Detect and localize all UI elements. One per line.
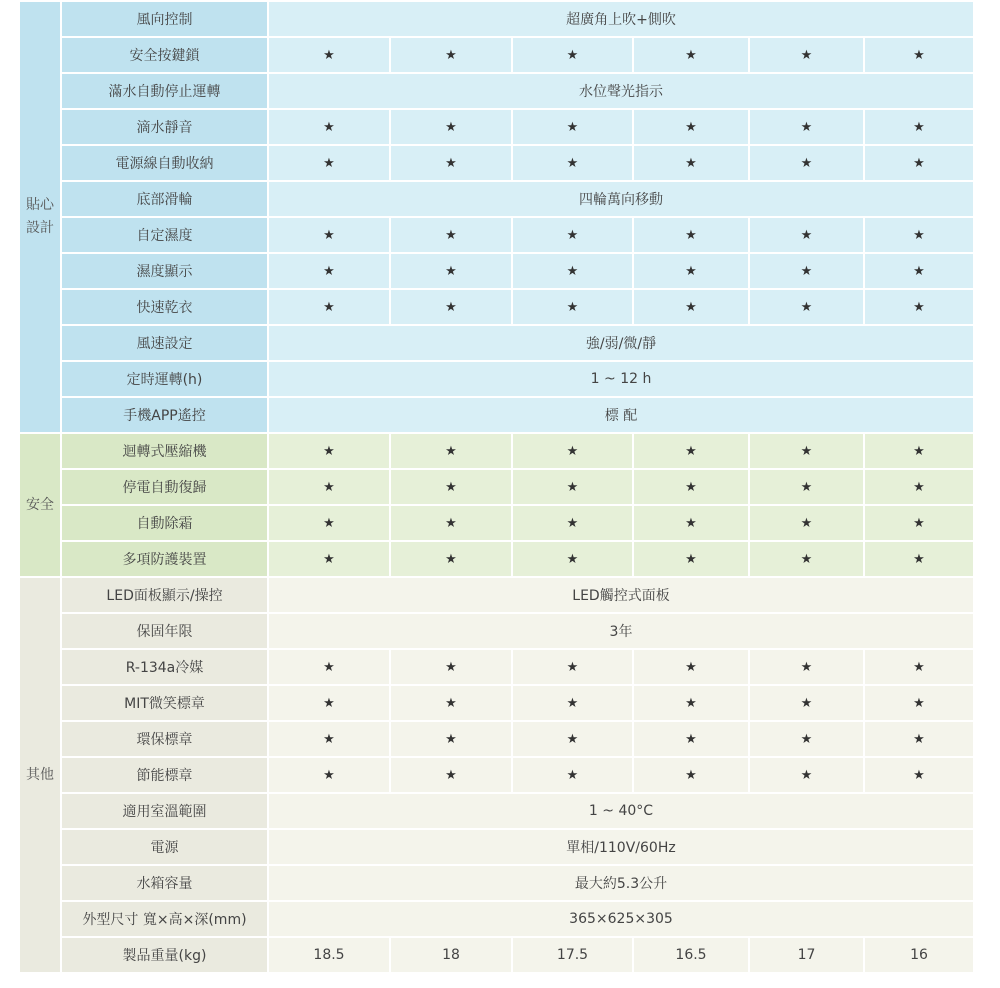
star-icon: ★ xyxy=(864,649,974,685)
star-icon: ★ xyxy=(864,289,974,325)
star-icon: ★ xyxy=(512,757,633,793)
star-icon: ★ xyxy=(749,145,864,181)
feature-label: 外型尺寸 寬×高×深(mm) xyxy=(61,901,268,937)
star-icon: ★ xyxy=(864,37,974,73)
star-icon: ★ xyxy=(864,469,974,505)
feature-label: 迴轉式壓縮機 xyxy=(61,433,268,469)
spec-row xyxy=(19,361,974,397)
spec-row xyxy=(19,541,974,577)
feature-label: 電源線自動收納 xyxy=(61,145,268,181)
star-icon: ★ xyxy=(749,541,864,577)
star-icon: ★ xyxy=(512,541,633,577)
star-icon: ★ xyxy=(749,37,864,73)
feature-label: 多項防護裝置 xyxy=(61,541,268,577)
spec-row xyxy=(19,829,974,865)
star-icon: ★ xyxy=(633,757,749,793)
spec-row xyxy=(19,865,974,901)
spec-row xyxy=(19,181,974,217)
spec-row xyxy=(19,217,974,253)
feature-label: 自定濕度 xyxy=(61,217,268,253)
feature-label: 保固年限 xyxy=(61,613,268,649)
spec-value: 17 xyxy=(749,937,864,973)
star-icon: ★ xyxy=(268,721,390,757)
star-icon: ★ xyxy=(390,721,512,757)
star-icon: ★ xyxy=(390,433,512,469)
star-icon: ★ xyxy=(268,757,390,793)
star-icon: ★ xyxy=(864,217,974,253)
star-icon: ★ xyxy=(864,433,974,469)
spec-row xyxy=(19,253,974,289)
star-icon: ★ xyxy=(633,289,749,325)
star-icon: ★ xyxy=(512,505,633,541)
spec-table xyxy=(18,0,975,974)
star-icon: ★ xyxy=(864,505,974,541)
spec-row xyxy=(19,793,974,829)
spec-row xyxy=(19,289,974,325)
star-icon: ★ xyxy=(268,217,390,253)
spec-value: 18.5 xyxy=(268,937,390,973)
star-icon: ★ xyxy=(633,505,749,541)
star-icon: ★ xyxy=(749,721,864,757)
star-icon: ★ xyxy=(390,505,512,541)
feature-label: LED面板顯示/操控 xyxy=(61,577,268,613)
spec-row xyxy=(19,145,974,181)
spec-value: 1 ~ 12 h xyxy=(268,361,974,397)
star-icon: ★ xyxy=(749,757,864,793)
feature-label: 風速設定 xyxy=(61,325,268,361)
star-icon: ★ xyxy=(512,685,633,721)
star-icon: ★ xyxy=(864,253,974,289)
star-icon: ★ xyxy=(749,685,864,721)
spec-row xyxy=(19,325,974,361)
feature-label: 定時運轉(h) xyxy=(61,361,268,397)
star-icon: ★ xyxy=(390,649,512,685)
feature-label: 自動除霜 xyxy=(61,505,268,541)
star-icon: ★ xyxy=(749,469,864,505)
feature-label: 製品重量(kg) xyxy=(61,937,268,973)
star-icon: ★ xyxy=(749,253,864,289)
feature-label: 停電自動復歸 xyxy=(61,469,268,505)
star-icon: ★ xyxy=(864,721,974,757)
spec-value: 3年 xyxy=(268,613,974,649)
star-icon: ★ xyxy=(633,469,749,505)
star-icon: ★ xyxy=(390,217,512,253)
star-icon: ★ xyxy=(633,541,749,577)
spec-value: 四輪萬向移動 xyxy=(268,181,974,217)
star-icon: ★ xyxy=(390,289,512,325)
star-icon: ★ xyxy=(864,109,974,145)
star-icon: ★ xyxy=(864,685,974,721)
star-icon: ★ xyxy=(633,721,749,757)
feature-label: R-134a冷媒 xyxy=(61,649,268,685)
star-icon: ★ xyxy=(512,469,633,505)
feature-label: 底部滑輪 xyxy=(61,181,268,217)
spec-value: 17.5 xyxy=(512,937,633,973)
spec-value: 1 ~ 40°C xyxy=(268,793,974,829)
star-icon: ★ xyxy=(512,217,633,253)
star-icon: ★ xyxy=(749,109,864,145)
feature-label: 節能標章 xyxy=(61,757,268,793)
star-icon: ★ xyxy=(268,433,390,469)
star-icon: ★ xyxy=(390,37,512,73)
star-icon: ★ xyxy=(864,145,974,181)
star-icon: ★ xyxy=(749,505,864,541)
star-icon: ★ xyxy=(749,433,864,469)
feature-label: MIT微笑標章 xyxy=(61,685,268,721)
star-icon: ★ xyxy=(268,289,390,325)
star-icon: ★ xyxy=(268,145,390,181)
spec-row xyxy=(19,721,974,757)
star-icon: ★ xyxy=(633,109,749,145)
star-icon: ★ xyxy=(390,145,512,181)
star-icon: ★ xyxy=(390,685,512,721)
spec-value: 18 xyxy=(390,937,512,973)
spec-row xyxy=(19,901,974,937)
spec-row xyxy=(19,1,974,37)
star-icon: ★ xyxy=(512,721,633,757)
spec-row xyxy=(19,937,974,973)
feature-label: 電源 xyxy=(61,829,268,865)
star-icon: ★ xyxy=(512,37,633,73)
spec-value: 水位聲光指示 xyxy=(268,73,974,109)
spec-row xyxy=(19,685,974,721)
spec-value: LED觸控式面板 xyxy=(268,577,974,613)
feature-label: 水箱容量 xyxy=(61,865,268,901)
star-icon: ★ xyxy=(512,145,633,181)
spec-row xyxy=(19,649,974,685)
spec-row xyxy=(19,577,974,613)
star-icon: ★ xyxy=(268,469,390,505)
star-icon: ★ xyxy=(512,649,633,685)
spec-row xyxy=(19,505,974,541)
star-icon: ★ xyxy=(390,757,512,793)
star-icon: ★ xyxy=(864,757,974,793)
spec-value: 標 配 xyxy=(268,397,974,433)
feature-label: 風向控制 xyxy=(61,1,268,37)
feature-label: 手機APP遙控 xyxy=(61,397,268,433)
star-icon: ★ xyxy=(512,253,633,289)
feature-label: 環保標章 xyxy=(61,721,268,757)
star-icon: ★ xyxy=(390,109,512,145)
star-icon: ★ xyxy=(268,685,390,721)
spec-row xyxy=(19,37,974,73)
star-icon: ★ xyxy=(749,217,864,253)
star-icon: ★ xyxy=(633,685,749,721)
spec-value: 365×625×305 xyxy=(268,901,974,937)
star-icon: ★ xyxy=(268,541,390,577)
spec-row xyxy=(19,397,974,433)
star-icon: ★ xyxy=(268,109,390,145)
spec-row xyxy=(19,613,974,649)
star-icon: ★ xyxy=(633,217,749,253)
feature-label: 滿水自動停止運轉 xyxy=(61,73,268,109)
star-icon: ★ xyxy=(633,145,749,181)
star-icon: ★ xyxy=(390,469,512,505)
star-icon: ★ xyxy=(633,37,749,73)
star-icon: ★ xyxy=(268,37,390,73)
group-label: 貼心 設計 xyxy=(19,1,61,433)
star-icon: ★ xyxy=(268,649,390,685)
feature-label: 快速乾衣 xyxy=(61,289,268,325)
spec-value: 最大約5.3公升 xyxy=(268,865,974,901)
feature-label: 濕度顯示 xyxy=(61,253,268,289)
spec-value: 單相/110V/60Hz xyxy=(268,829,974,865)
star-icon: ★ xyxy=(864,541,974,577)
star-icon: ★ xyxy=(749,649,864,685)
spec-value: 16.5 xyxy=(633,937,749,973)
star-icon: ★ xyxy=(390,253,512,289)
group-label: 安全 xyxy=(19,433,61,577)
star-icon: ★ xyxy=(390,541,512,577)
spec-value: 強/弱/微/靜 xyxy=(268,325,974,361)
spec-row xyxy=(19,73,974,109)
star-icon: ★ xyxy=(512,289,633,325)
spec-value: 超廣角上吹+側吹 xyxy=(268,1,974,37)
star-icon: ★ xyxy=(633,649,749,685)
star-icon: ★ xyxy=(633,433,749,469)
star-icon: ★ xyxy=(268,253,390,289)
spec-row xyxy=(19,469,974,505)
spec-row xyxy=(19,109,974,145)
spec-row xyxy=(19,757,974,793)
star-icon: ★ xyxy=(268,505,390,541)
spec-value: 16 xyxy=(864,937,974,973)
star-icon: ★ xyxy=(633,253,749,289)
spec-row xyxy=(19,433,974,469)
star-icon: ★ xyxy=(749,289,864,325)
star-icon: ★ xyxy=(512,433,633,469)
group-label: 其他 xyxy=(19,577,61,973)
star-icon: ★ xyxy=(512,109,633,145)
feature-label: 安全按鍵鎖 xyxy=(61,37,268,73)
feature-label: 滴水靜音 xyxy=(61,109,268,145)
feature-label: 適用室溫範圍 xyxy=(61,793,268,829)
